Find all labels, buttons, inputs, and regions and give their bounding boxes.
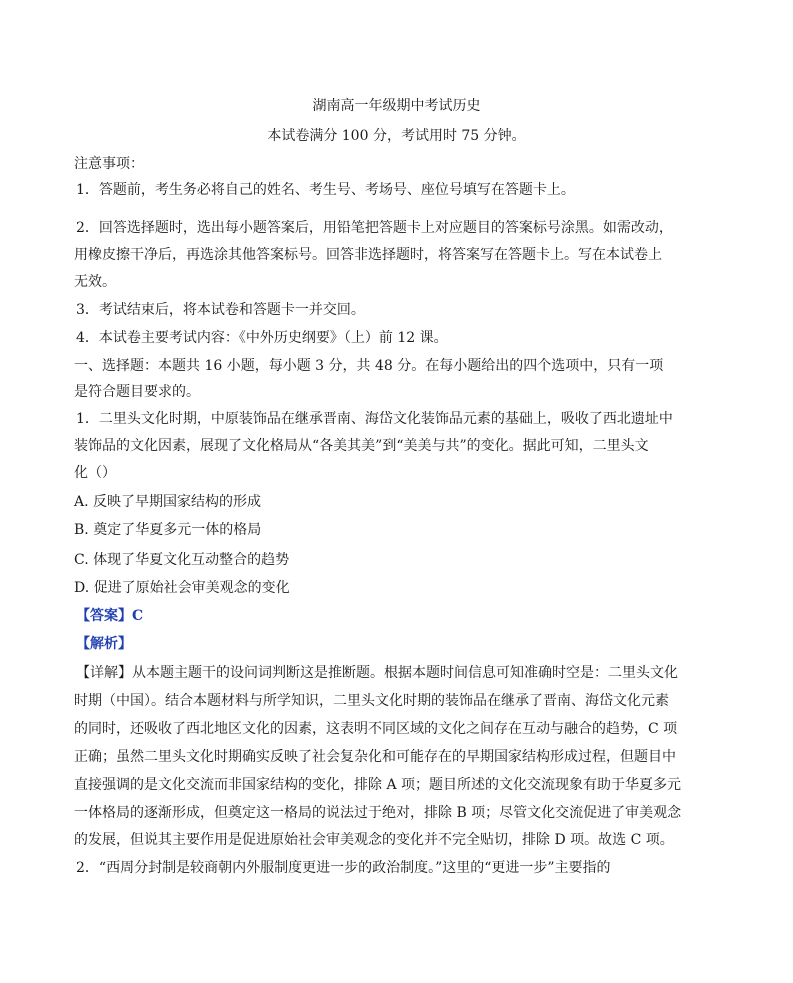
detail-line: 正确；虽然二里头文化时期确实反映了社会复杂化和可能存在的早期国家结构形成过程，但题目中: [74, 749, 676, 765]
notice-item: 4．本试卷主要考试内容：《中外历史纲要》（上）前 12 课。: [76, 330, 448, 346]
detail-line: 直接强调的是文化交流而非国家结构的变化，排除 A 项；题目所述的文化交流现象有助于华夏多元: [74, 777, 682, 793]
detail-line: 的同时，还吸收了西北地区文化的因素，这表明不同区域的文化之间存在互动与融合的趋势，C 项: [74, 721, 678, 737]
section-heading: 是符合题目要求的。: [74, 384, 200, 400]
question-stem: 装饰品的文化因素，展现了文化格局从“各美其美”到“美美与共”的变化。据此可知，二里头文: [74, 438, 649, 454]
question-stem: 2．“西周分封制是较商朝内外服制度更进一步的政治制度。”这里的“更进一步”主要指的: [76, 860, 611, 876]
detail-line: 的发展，但说其主要作用是促进原始社会审美观念的变化并不完全贴切，排除 D 项。故选 C 项。: [74, 832, 674, 848]
notice-item: 2．回答选择题时，选出每小题答案后，用铅笔把答题卡上对应题目的答案标号涂黑。如需改动，: [76, 220, 673, 236]
question-stem: 1．二里头文化时期，中原装饰品在继承晋南、海岱文化装饰品元素的基础上，吸收了西北遗址中: [76, 411, 673, 427]
page-subtitle: 本试卷满分 100 分，考试用时 75 分钟。: [267, 128, 526, 144]
notice-item: 无效。: [74, 274, 116, 290]
section-heading: 一、选择题：本题共 16 小题，每小题 3 分，共 48 分。在每小题给出的四个选项中，只有一项: [74, 358, 664, 374]
option-c: C. 体现了华夏文化互动整合的趋势: [74, 552, 290, 568]
detail-line: 【详解】从本题主题干的设问词判断这是推断题。根据本题时间信息可知准确时空是：二里头文化: [76, 665, 678, 681]
option-b: B. 奠定了华夏多元一体的格局: [74, 522, 262, 538]
page-title: 湖南高一年级期中考试历史: [312, 98, 481, 114]
detail-line: 时期（中国）。结合本题材料与所学知识，二里头文化时期的装饰品在继承了晋南、海岱文化元素: [74, 693, 669, 709]
notice-item: 1．答题前，考生务必将自己的姓名、考生号、考场号、座位号填写在答题卡上。: [76, 182, 575, 198]
notice-item: 3．考试结束后，将本试卷和答题卡一并交回。: [76, 302, 365, 318]
answer-label: 【答案】C: [76, 608, 144, 624]
option-a: A. 反映了早期国家结构的形成: [74, 494, 262, 510]
option-d: D. 促进了原始社会审美观念的变化: [74, 580, 290, 596]
notice-heading: 注意事项：: [74, 156, 144, 172]
question-stem: 化（）: [74, 465, 116, 481]
analysis-label: 【解析】: [76, 636, 132, 652]
detail-line: 一体格局的逐渐形成，但奠定这一格局的说法过于绝对，排除 B 项；尽管文化交流促进了审美观念: [74, 805, 682, 821]
notice-item: 用橡皮擦干净后，再选涂其他答案标号。回答非选择题时，将答案写在答题卡上。写在本试卷上: [74, 247, 662, 263]
